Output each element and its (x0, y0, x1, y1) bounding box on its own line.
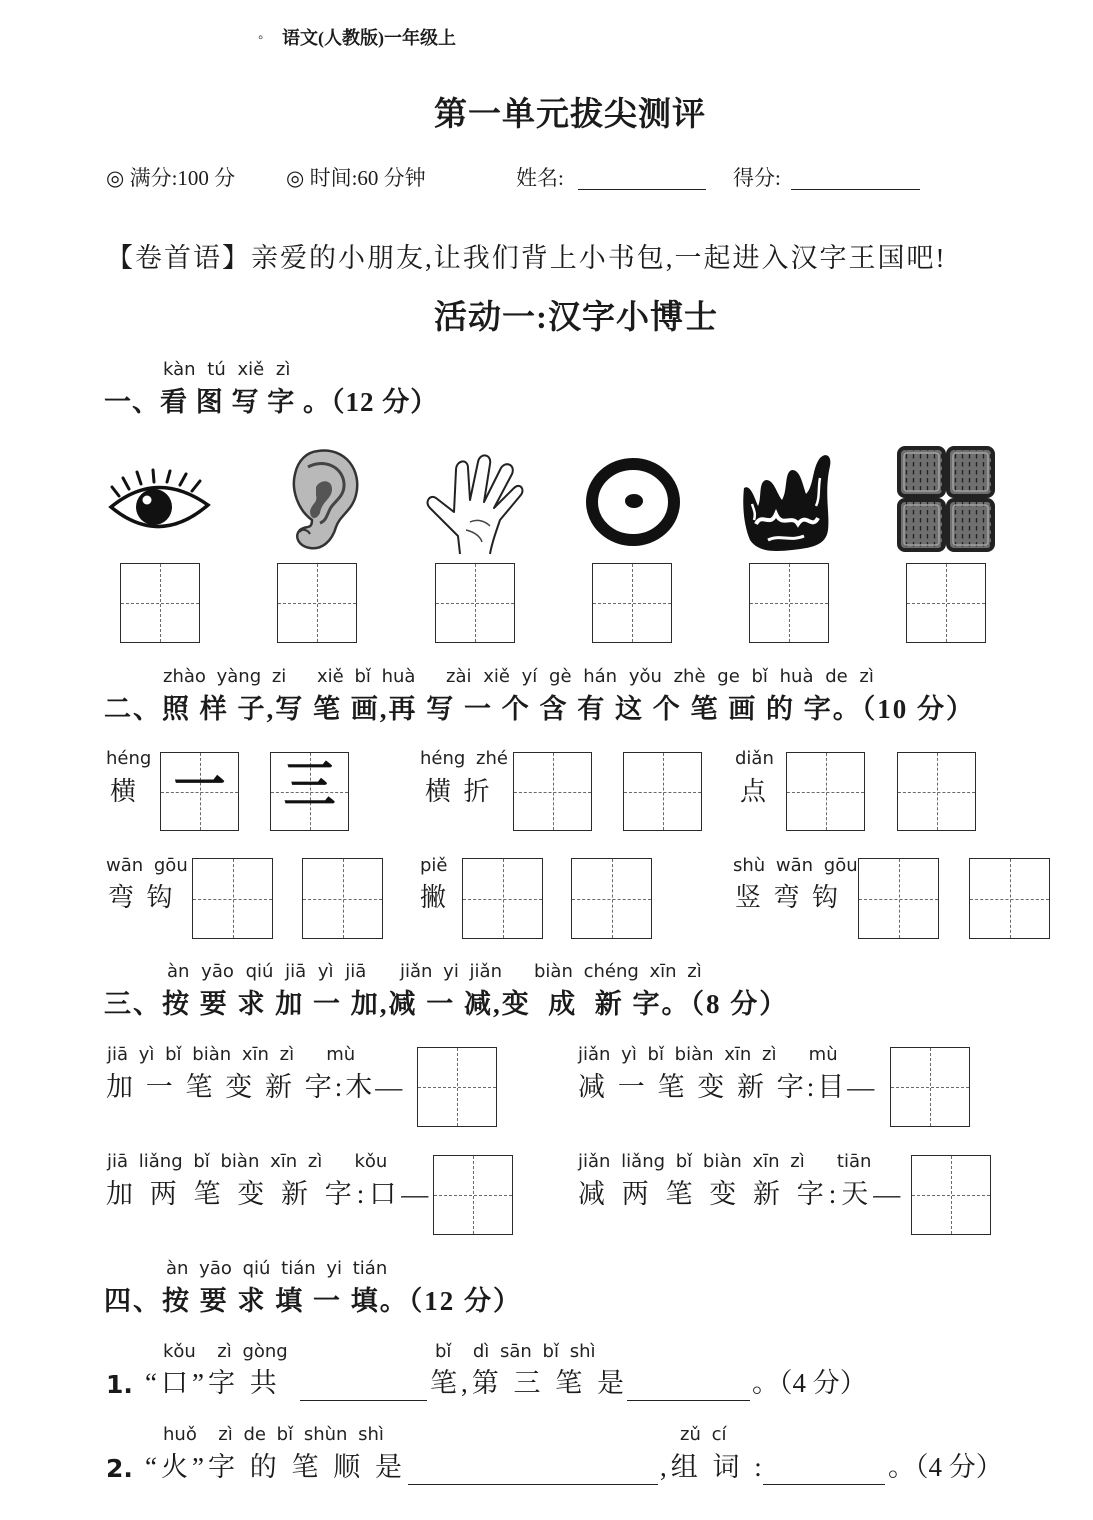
ear-icon (286, 447, 364, 553)
section2-pinyin-2: xiě bǐ huà (317, 666, 416, 687)
stroke-name-wangou: 弯 钩 (108, 883, 176, 912)
section3-heading: 三、按 要 求 加 一 加,减 一 减,变 成 新 字。（8 分） (104, 989, 789, 1019)
header-subject: 语文(人教版)一年级上 (282, 28, 456, 48)
writing-grid-box (858, 858, 939, 939)
add-one-stroke-pinyin: jiā yì bǐ biàn xīn zì mù (107, 1044, 356, 1065)
section3-pinyin-3: biàn chéng xīn zì (534, 961, 702, 982)
writing-grid-box (192, 858, 273, 939)
writing-grid-box (120, 563, 200, 643)
ancient-fire-glyph-icon (740, 448, 834, 554)
writing-grid-box (749, 563, 829, 643)
writing-grid-box (623, 752, 702, 831)
writing-grid-box (911, 1155, 991, 1235)
writing-grid-box (462, 858, 543, 939)
section3-pinyin-1: àn yāo qiú jiā yì jiā (167, 961, 367, 982)
stroke-pinyin-wangou: wān gōu (106, 855, 188, 876)
writing-grid-box (592, 563, 672, 643)
section4-pinyin: àn yāo qiú tián yi tián (166, 1258, 388, 1279)
remove-two-strokes-text: 减 两 笔 变 新 字:天— (578, 1179, 906, 1209)
score-blank (791, 189, 920, 190)
full-score-label: ◎ 满分:100 分 (106, 166, 236, 190)
writing-grid-box (270, 752, 349, 831)
writing-grid-box (786, 752, 865, 831)
writing-grid-box (433, 1155, 513, 1235)
stroke-name-shuwangou: 竖 弯 钩 (735, 883, 842, 912)
writing-grid-box (513, 752, 592, 831)
name-label: 姓名: (516, 166, 564, 190)
add-two-strokes-pinyin: jiā liǎng bǐ biàn xīn zì kǒu (107, 1151, 388, 1172)
add-two-strokes-text: 加 两 笔 变 新 字:口— (106, 1179, 434, 1209)
page-title: 第一单元拔尖测评 (434, 97, 706, 133)
activity-title: 活动一:汉字小博士 (434, 300, 718, 336)
q2-text-a: “火”字 的 笔 顺 是 (145, 1452, 406, 1482)
writing-grid-box (571, 858, 652, 939)
answer-blank (408, 1484, 658, 1485)
q1-number: 1. (106, 1370, 133, 1399)
q1-text-b: 笔,第 三 笔 是 (430, 1368, 628, 1398)
stroke-pinyin-dian: diǎn (735, 748, 774, 769)
answer-blank (627, 1400, 750, 1401)
stroke-pinyin-shuwangou: shù wān gōu (733, 855, 858, 876)
stroke-pinyin-heng: héng (106, 748, 152, 769)
stroke-pinyin-hengzhe: héng zhé (420, 748, 508, 769)
ancient-sun-glyph-icon (585, 457, 681, 547)
remove-one-stroke-text: 减 一 笔 变 新 字:目— (578, 1072, 878, 1102)
stroke-example-char: 一 (173, 758, 226, 815)
writing-grid-box (897, 752, 976, 831)
stroke-name-pie: 撇 (420, 883, 447, 912)
q1-pinyin-a: kǒu zì gòng (163, 1341, 288, 1362)
writing-grid-box (417, 1047, 497, 1127)
writing-grid-box (906, 563, 986, 643)
writing-grid-box (890, 1047, 970, 1127)
eye-icon (107, 467, 213, 535)
q2-text-b: ,组 词 : (660, 1452, 766, 1482)
stroke-example-char: 三 (283, 758, 336, 815)
score-label: 得分: (733, 166, 781, 190)
writing-grid-box (160, 752, 239, 831)
answer-blank (763, 1484, 885, 1485)
writing-grid-box (302, 858, 383, 939)
writing-grid-box (435, 563, 515, 643)
preface-text: 【卷首语】亲爱的小朋友,让我们背上小书包,一起进入汉字王国吧! (106, 243, 947, 273)
ancient-field-glyph-icon (896, 445, 996, 553)
remove-one-stroke-pinyin: jiǎn yì bǐ biàn xīn zì mù (578, 1044, 838, 1065)
stroke-name-dian: 点 (740, 777, 767, 806)
q2-number: 2. (106, 1454, 133, 1483)
writing-grid-box (969, 858, 1050, 939)
q1-text-a: “口”字 共 (145, 1368, 281, 1398)
q1-pinyin-b: bǐ dì sān bǐ shì (435, 1341, 596, 1362)
q2-text-c: 。（4 分） (888, 1452, 1003, 1482)
section2-heading: 二、照 样 子,写 笔 画,再 写 一 个 含 有 这 个 笔 画 的 字。（10 分） (104, 694, 975, 724)
stroke-name-heng: 横 (110, 777, 137, 806)
add-one-stroke-text: 加 一 笔 变 新 字:木— (106, 1072, 406, 1102)
q2-pinyin-b: zǔ cí (680, 1424, 727, 1445)
header-bullet: ◦ (258, 30, 264, 46)
section3-pinyin-2: jiǎn yi jiǎn (400, 961, 502, 982)
name-blank (578, 189, 706, 190)
time-label: ◎ 时间:60 分钟 (286, 166, 426, 190)
writing-grid-box (277, 563, 357, 643)
section1-heading: 一、看 图 写 字 。（12 分） (104, 387, 439, 417)
remove-two-strokes-pinyin: jiǎn liǎng bǐ biàn xīn zì tiān (578, 1151, 872, 1172)
section2-pinyin-3: zài xiě yí gè hán yǒu zhè ge bǐ huà de zì (446, 666, 874, 687)
q2-pinyin-a: huǒ zì de bǐ shùn shì (163, 1424, 384, 1445)
q1-text-c: 。（4 分） (752, 1368, 867, 1398)
section4-heading: 四、按 要 求 填 一 填。（12 分） (104, 1286, 522, 1316)
stroke-name-hengzhe: 横 折 (425, 777, 493, 806)
stroke-pinyin-pie: piě (420, 855, 448, 876)
section2-pinyin-1: zhào yàng zi (163, 666, 287, 687)
hand-icon (424, 450, 526, 556)
answer-blank (300, 1400, 427, 1401)
section1-pinyin: kàn tú xiě zì (163, 359, 291, 380)
